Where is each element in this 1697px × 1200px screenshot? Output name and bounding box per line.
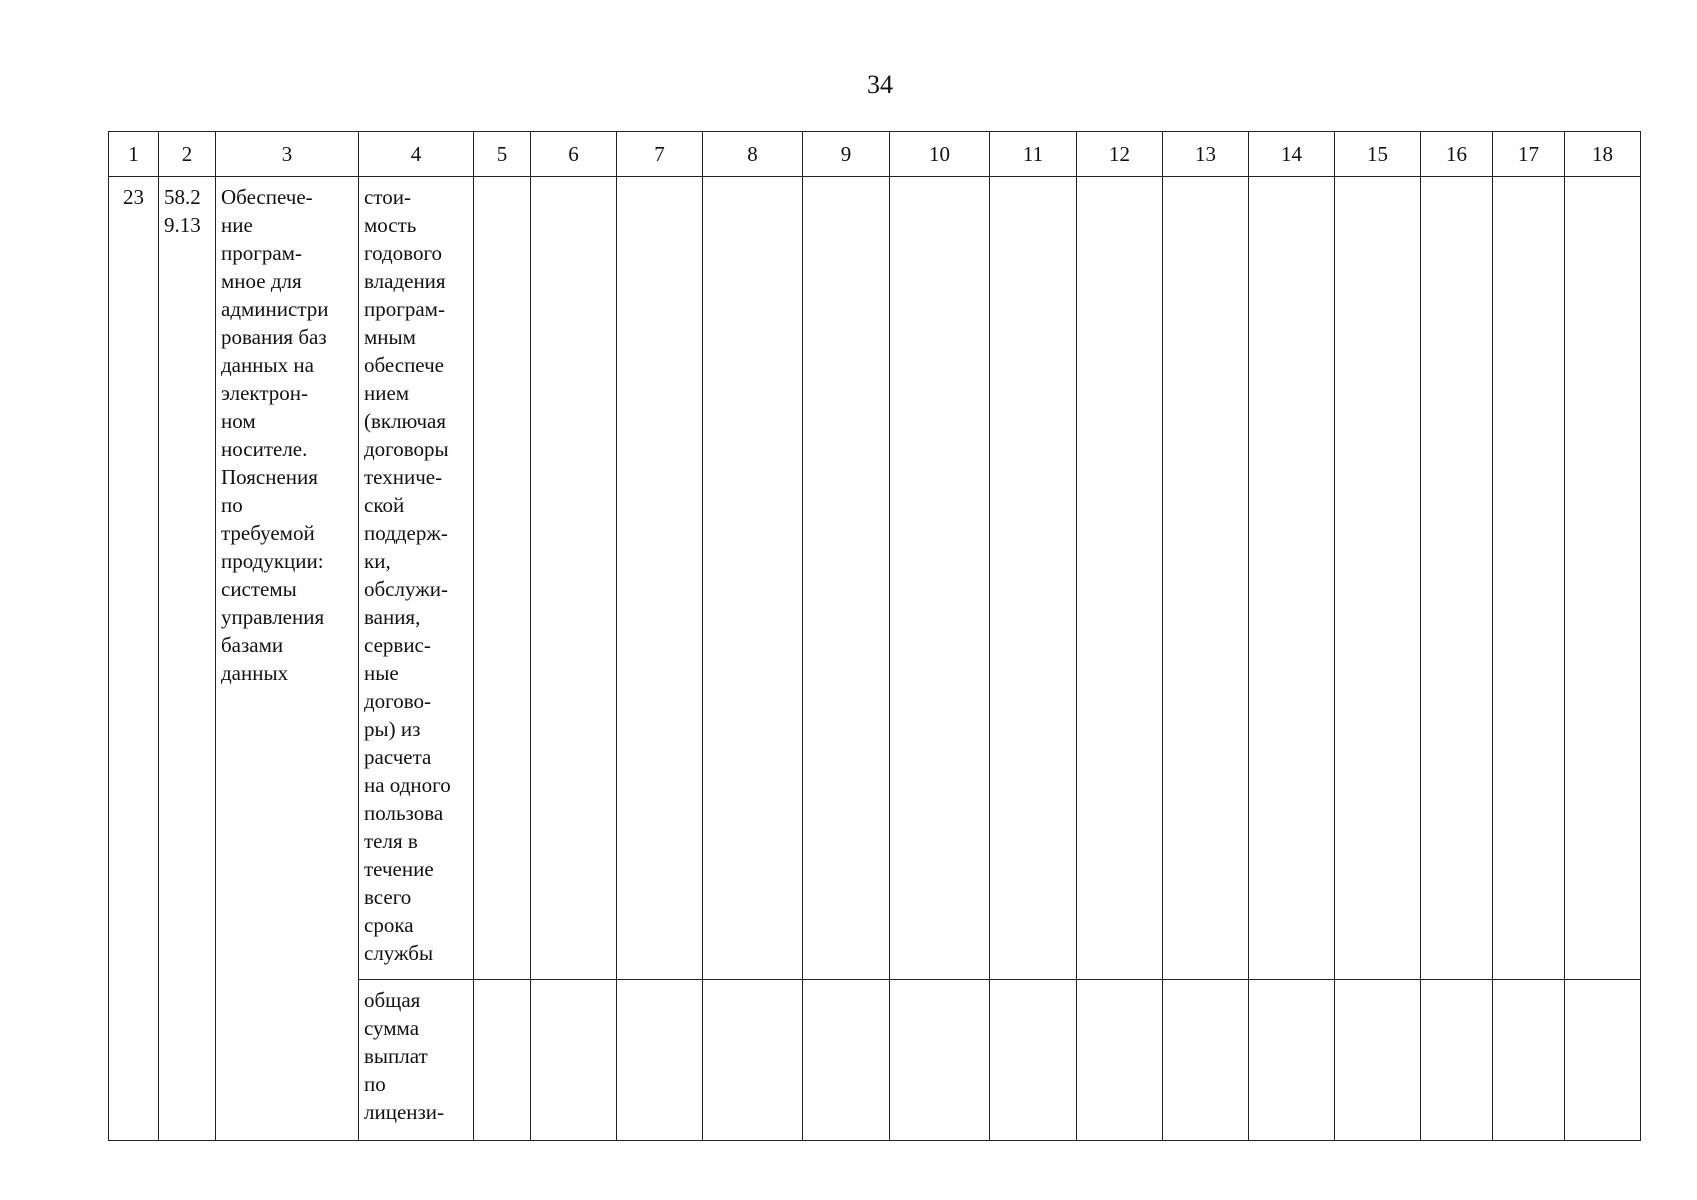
row-index-cell: 23 [109, 177, 159, 1141]
empty-cell [1335, 177, 1421, 980]
empty-cell [531, 980, 617, 1141]
header-cell: 15 [1335, 132, 1421, 177]
empty-cell [1421, 177, 1493, 980]
header-cell: 6 [531, 132, 617, 177]
header-cell: 11 [990, 132, 1077, 177]
empty-cell [1335, 980, 1421, 1141]
header-cell: 5 [474, 132, 531, 177]
empty-cell [1565, 980, 1641, 1141]
empty-cell [1077, 177, 1163, 980]
empty-cell [1163, 177, 1249, 980]
empty-cell [1565, 177, 1641, 980]
empty-cell [1493, 177, 1565, 980]
empty-cell [474, 980, 531, 1141]
header-cell: 8 [703, 132, 803, 177]
header-cell: 17 [1493, 132, 1565, 177]
empty-cell [1249, 980, 1335, 1141]
empty-cell [990, 980, 1077, 1141]
header-cell: 9 [803, 132, 890, 177]
empty-cell [617, 980, 703, 1141]
header-cell: 13 [1163, 132, 1249, 177]
header-cell: 4 [359, 132, 474, 177]
document-table [108, 131, 1641, 1141]
empty-cell [474, 177, 531, 980]
empty-cell [1421, 980, 1493, 1141]
empty-cell [617, 177, 703, 980]
empty-cell [803, 177, 890, 980]
empty-cell [990, 177, 1077, 980]
header-cell: 16 [1421, 132, 1493, 177]
header-cell: 7 [617, 132, 703, 177]
header-cell: 12 [1077, 132, 1163, 177]
empty-cell [890, 980, 990, 1141]
row-characteristic-cell: стои- мость годового владения програм- мным обеспече нием (включая договоры техниче- ской поддерж- ки, обслужи- вания, сервис- ные догово- ры) из расчета на одного пользова теля в течение всего срока службы [359, 177, 474, 980]
row-code-cell: 58.2 9.13 [159, 177, 216, 1141]
empty-cell [803, 980, 890, 1141]
header-cell: 1 [109, 132, 159, 177]
row-name-cell: Обеспече- ние програм- мное для администри рования баз данных на электрон- ном носителе. Пояснения по требуемой продукции: системы управления базами данных [216, 177, 359, 1141]
header-cell: 10 [890, 132, 990, 177]
row-characteristic-cell: общая сумма выплат по лицензи- [359, 980, 474, 1141]
page-number: 34 [867, 70, 893, 99]
header-row [109, 132, 1641, 177]
empty-cell [890, 177, 990, 980]
empty-cell [531, 177, 617, 980]
empty-cell [703, 177, 803, 980]
header-cell: 2 [159, 132, 216, 177]
empty-cell [1493, 980, 1565, 1141]
header-cell: 14 [1249, 132, 1335, 177]
header-cell: 18 [1565, 132, 1641, 177]
empty-cell [1077, 980, 1163, 1141]
header-cell: 3 [216, 132, 359, 177]
table-row [109, 177, 1641, 980]
empty-cell [1163, 980, 1249, 1141]
empty-cell [703, 980, 803, 1141]
empty-cell [1249, 177, 1335, 980]
